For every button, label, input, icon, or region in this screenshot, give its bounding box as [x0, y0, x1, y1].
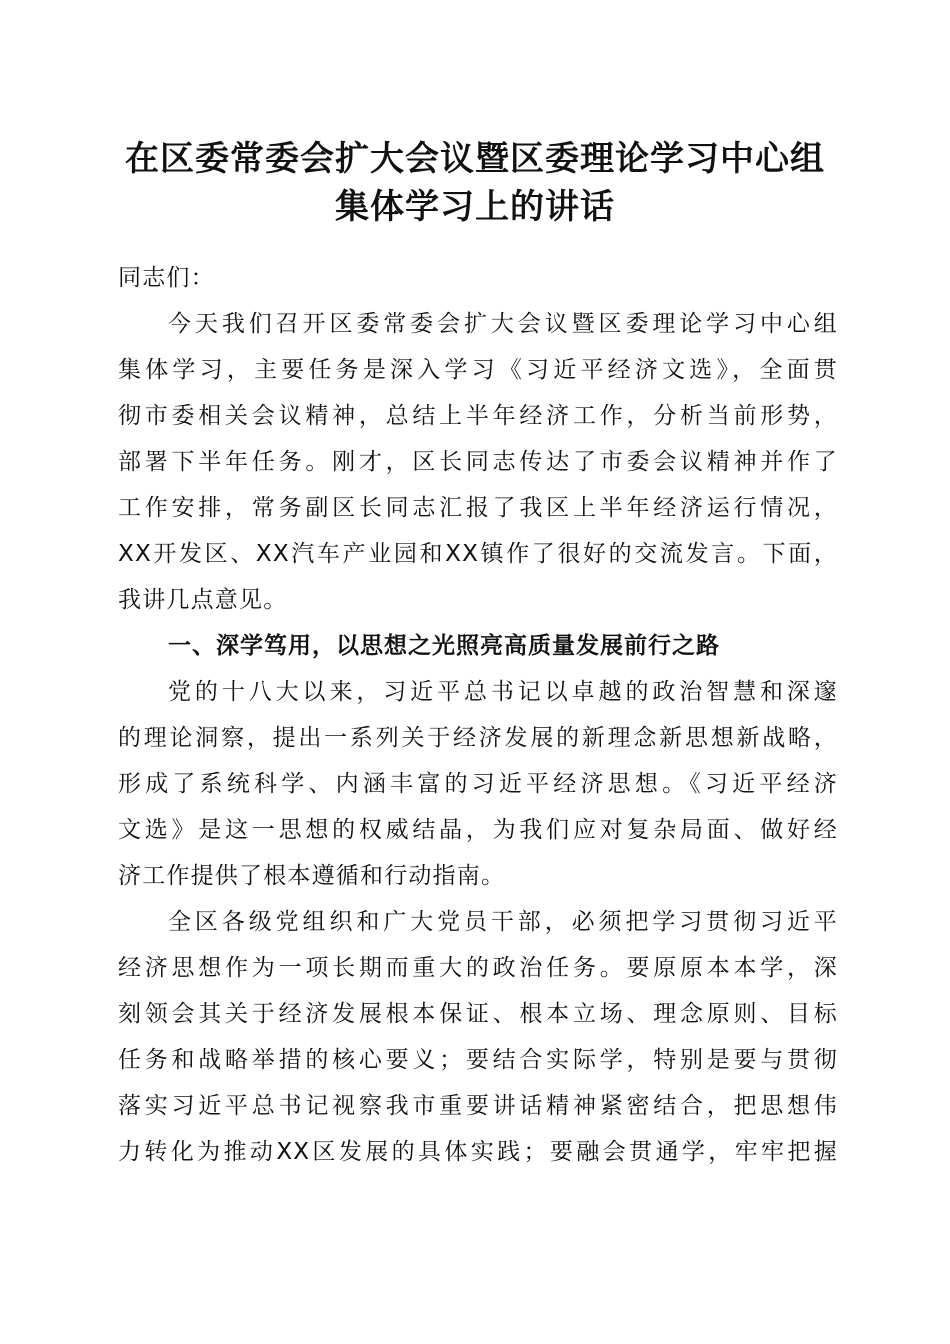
text-line: 济工作提供了根本遵循和行动指南。: [118, 863, 506, 889]
text-line: 力转化为推动XX区发展的具体实践；要融会贯通学，牢牢把握: [118, 1139, 838, 1165]
text-line: 文选》是这一思想的权威结晶，为我们应对复杂局面、做好经: [118, 817, 838, 843]
text-line: XX开发区、XX汽车产业园和XX镇作了很好的交流发言。下面，: [118, 541, 838, 567]
paragraph-3: [118, 899, 838, 1175]
text-line: 部署下半年任务。刚才，区长同志传达了市委会议精神并作了: [118, 449, 838, 475]
text-line: 任务和战略举措的核心要义；要结合实际学，特别是要与贯彻: [118, 1047, 838, 1073]
section-heading-1: 一、深学笃用，以思想之光照亮高质量发展前行之路: [168, 633, 720, 659]
text-line: 彻市委相关会议精神，总结上半年经济工作，分析当前形势，: [118, 403, 838, 429]
document-title: [110, 135, 840, 231]
text-line: 我讲几点意见。: [118, 587, 288, 613]
text-line: 全区各级党组织和广大党员干部，必须把学习贯彻习近平: [168, 909, 838, 935]
text-line: 经济思想作为一项长期而重大的政治任务。要原原本本学，深: [118, 955, 838, 981]
paragraph-2: [118, 669, 838, 899]
text-line: 刻领会其关于经济发展根本保证、根本立场、理念原则、目标: [118, 1001, 838, 1027]
text-line: 落实习近平总书记视察我市重要讲话精神紧密结合，把思想伟: [118, 1093, 838, 1119]
title-line-1: 在区委常委会扩大会议暨区委理论学习中心组: [125, 139, 825, 179]
text-line: 党的十八大以来，习近平总书记以卓越的政治智慧和深邃: [168, 679, 838, 705]
paragraph-1: [118, 301, 838, 623]
text-line: 的理论洞察，提出一系列关于经济发展的新理念新思想新战略，: [118, 725, 838, 751]
text-line: 集体学习，主要任务是深入学习《习近平经济文选》，全面贯: [118, 357, 838, 383]
title-line-2: 集体学习上的讲话: [335, 187, 615, 227]
document-body: [118, 255, 838, 1175]
text-line: 今天我们召开区委常委会扩大会议暨区委理论学习中心组: [168, 311, 838, 337]
text-line: 工作安排，常务副区长同志汇报了我区上半年经济运行情况，: [118, 495, 838, 521]
salutation: 同志们：: [118, 265, 215, 291]
text-line: 形成了系统科学、内涵丰富的习近平经济思想。《习近平经济: [118, 771, 838, 797]
